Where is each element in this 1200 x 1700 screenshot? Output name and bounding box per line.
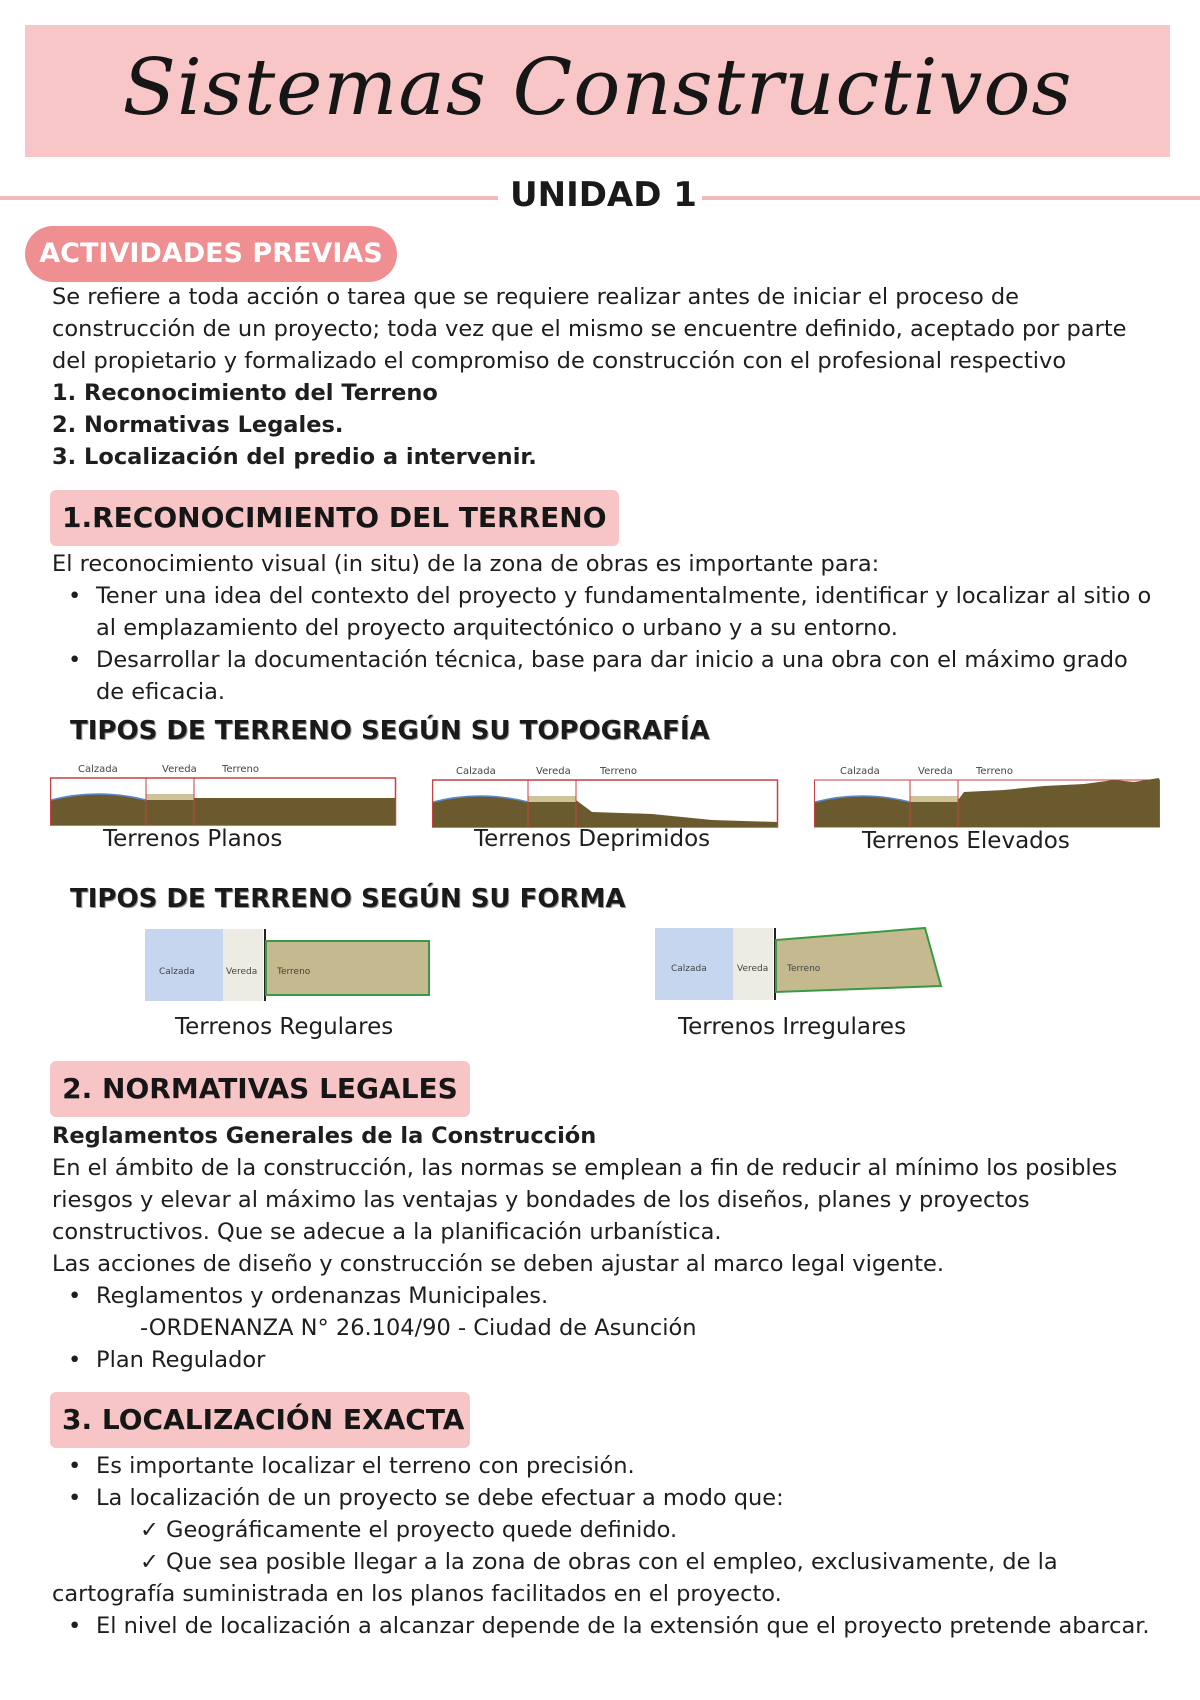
label-calzada: Calzada xyxy=(78,764,118,775)
list-item: 1. Reconocimiento del Terreno xyxy=(52,380,438,406)
section-heading-reconocimiento: 1.RECONOCIMIENTO DEL TERRENO xyxy=(50,490,619,546)
caption-terrenos-regulares: Terrenos Regulares xyxy=(175,1014,394,1040)
label-calzada: Calzada xyxy=(159,967,195,977)
reconocimiento-text xyxy=(52,548,1152,708)
reconocimiento-bullets xyxy=(52,580,1152,708)
label-terreno: Terreno xyxy=(277,967,311,977)
label-vereda: Vereda xyxy=(226,967,258,977)
caption-terrenos-elevados: Terrenos Elevados xyxy=(862,828,1070,854)
actividades-text xyxy=(52,281,1172,473)
ordenanza-line: -ORDENANZA N° 26.104/90 - Ciudad de Asunción xyxy=(140,1315,697,1341)
list-item: 3. Localización del predio a intervenir. xyxy=(52,444,537,470)
text-line: En el ámbito de la construcción, las normas se emplean a fin de reducir al mínimo los posibles xyxy=(52,1155,1118,1181)
label-calzada: Calzada xyxy=(671,964,707,974)
label-vereda: Vereda xyxy=(536,766,571,777)
diagram-terreno-elevado xyxy=(814,766,1164,828)
bullet-item: • Es importante localizar el terreno con precisión. xyxy=(96,1450,1152,1482)
localizacion-text xyxy=(52,1450,1152,1642)
check-item: ✓ Geográficamente el proyecto quede definido. xyxy=(140,1517,678,1543)
text-line: riesgos y elevar al máximo las ventajas y bondades de los diseños, planes y proyectos xyxy=(52,1187,1030,1213)
label-vereda: Vereda xyxy=(918,766,953,777)
label-terreno: Terreno xyxy=(787,964,821,974)
text-line: Las acciones de diseño y construcción se deben ajustar al marco legal vigente. xyxy=(52,1251,945,1277)
page-title: Sistemas Constructivos xyxy=(122,43,1073,133)
diagram-terreno-irregular xyxy=(655,926,955,1002)
caption-terrenos-planos: Terrenos Planos xyxy=(103,826,283,852)
bullet-item: • El nivel de localización a alcanzar depende de la extensión que el proyecto pretende abarcar. xyxy=(96,1610,1152,1642)
actividades-pill: ACTIVIDADES PREVIAS xyxy=(25,226,397,282)
bullet-item: • La localización de un proyecto se debe efectuar a modo que: xyxy=(96,1482,1152,1514)
text-line: del propietario y formalizado el compromiso de construcción con el profesional respectivo xyxy=(52,348,1067,374)
caption-terrenos-irregulares: Terrenos Irregulares xyxy=(678,1014,907,1040)
divider-right xyxy=(702,196,1200,200)
label-vereda: Vereda xyxy=(737,964,769,974)
label-terreno: Terreno xyxy=(222,764,259,775)
bullet-item: • Plan Regulador xyxy=(96,1344,1172,1376)
section-heading-normativas: 2. NORMATIVAS LEGALES xyxy=(50,1061,470,1117)
text-line: Se refiere a toda acción o tarea que se requiere realizar antes de iniciar el proceso de xyxy=(52,284,1020,310)
diagram-terreno-plano xyxy=(50,764,400,826)
normativas-text xyxy=(52,1120,1172,1376)
normativas-bullets xyxy=(52,1280,1172,1312)
unit-row xyxy=(0,175,1200,219)
check-item: ✓ Que sea posible llegar a la zona de obras con el empleo, exclusivamente, de la xyxy=(140,1549,1058,1575)
caption-terrenos-deprimidos: Terrenos Deprimidos xyxy=(474,826,711,852)
label-vereda: Vereda xyxy=(162,764,197,775)
title-banner xyxy=(25,25,1170,157)
localizacion-bullets-2 xyxy=(52,1610,1152,1642)
divider-left xyxy=(0,196,498,200)
subheading-forma: TIPOS DE TERRENO SEGÚN SU FORMA xyxy=(70,884,626,914)
normativas-bullets-2 xyxy=(52,1344,1172,1376)
unit-title: UNIDAD 1 xyxy=(510,175,697,215)
profile-elevado-svg xyxy=(814,766,1164,828)
bullet-item: • Reglamentos y ordenanzas Municipales. xyxy=(96,1280,1172,1312)
intro-line: El reconocimiento visual (in situ) de la zona de obras es importante para: xyxy=(52,551,880,577)
label-calzada: Calzada xyxy=(840,766,880,777)
text-line: constructivos. Que se adecue a la planificación urbanística. xyxy=(52,1219,722,1245)
text-line: construcción de un proyecto; toda vez que el mismo se encuentre definido, aceptado por parte xyxy=(52,316,1127,342)
normativas-subheading: Reglamentos Generales de la Construcción xyxy=(52,1123,597,1149)
check-item-cont: cartografía suministrada en los planos facilitados en el proyecto. xyxy=(52,1581,782,1607)
plan-regular-svg xyxy=(145,929,431,1001)
label-calzada: Calzada xyxy=(456,766,496,777)
subheading-topografia: TIPOS DE TERRENO SEGÚN SU TOPOGRAFÍA xyxy=(70,716,710,746)
profile-plano-svg xyxy=(50,764,400,826)
profile-deprimido-svg xyxy=(432,766,782,828)
label-terreno: Terreno xyxy=(976,766,1013,777)
section-heading-localizacion: 3. LOCALIZACIÓN EXACTA xyxy=(50,1392,470,1448)
diagram-terreno-regular xyxy=(145,929,431,1001)
list-item: 2. Normativas Legales. xyxy=(52,412,344,438)
bullet-item: • Tener una idea del contexto del proyecto y fundamentalmente, identificar y localizar al sitio o al emplazamiento del proyecto arquitectónico o urbano y a su entorno. xyxy=(96,580,1152,644)
bullet-item: • Desarrollar la documentación técnica, base para dar inicio a una obra con el máximo grado de eficacia. xyxy=(96,644,1152,708)
diagram-terreno-deprimido xyxy=(432,766,782,828)
label-terreno: Terreno xyxy=(600,766,637,777)
localizacion-bullets xyxy=(52,1450,1152,1514)
